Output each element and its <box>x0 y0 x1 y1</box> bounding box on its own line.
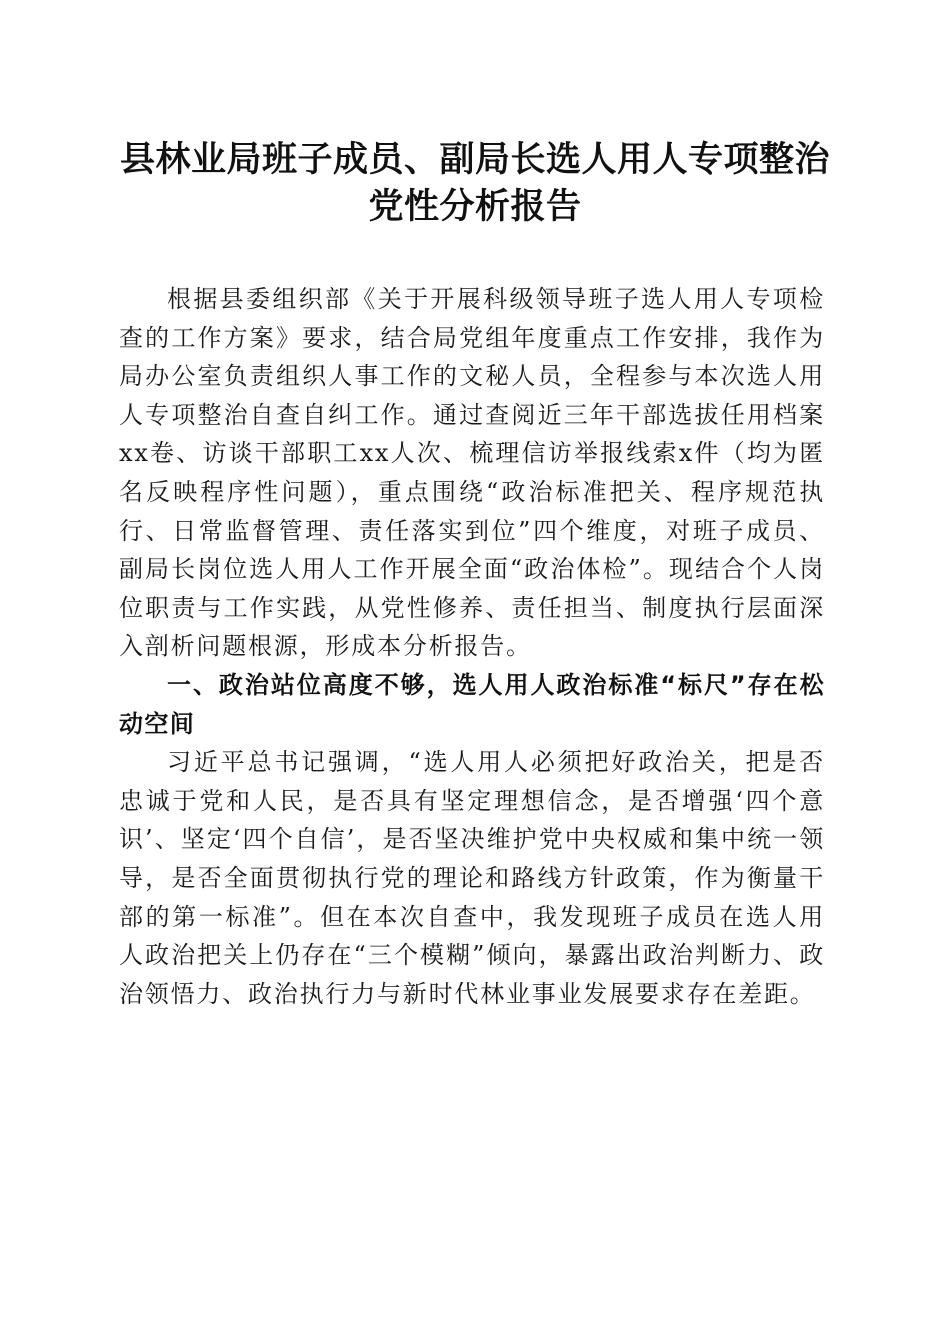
document-title <box>100 136 850 230</box>
document-body <box>119 280 825 1013</box>
title-line-1: 县林业局班子成员、副局长选人用人专项整治 <box>119 139 830 180</box>
intro-paragraph: 根据县委组织部《关于开展科级领导班子选人用人专项检查的工作方案》要求，结合局党组年度重点工作安排，我作为局办公室负责组织人事工作的文秘人员，全程参与本次选人用人专项整治自查自纠工作。通过查阅近三年干部选拔任用档案xx卷、访谈干部职工xx人次、梳理信访举报线索x件（均为匿名反映程序性问题），重点围绕“政治标准把关、程序规范执行、日常监督管理、责任落实到位”四个维度，对班子成员、副局长岗位选人用人工作开展全面“政治体检”。现结合个人岗位职责与工作实践，从党性修养、责任担当、制度执行层面深入剖析问题根源，形成本分析报告。 <box>119 285 825 661</box>
section-1-heading: 一、政治站位高度不够，选人用人政治标准“标尺”存在松动空间 <box>119 670 825 738</box>
title-line-2: 党性分析报告 <box>368 186 582 227</box>
section-1-paragraph: 习近平总书记强调，“选人用人必须把好政治关，把是否忠诚于党和人民，是否具有坚定理想信念，是否增强‘四个意识’、坚定‘四个自信’，是否坚决维护党中央权威和集中统一领导，是否全面贯彻执行党的理论和路线方针政策，作为衡量干部的第一标准”。但在本次自查中，我发现班子成员在选人用人政治把关上仍存在“三个模糊”倾向，暴露出政治判断力、政治领悟力、政治执行力与新时代林业事业发展要求存在差距。 <box>119 748 825 1008</box>
